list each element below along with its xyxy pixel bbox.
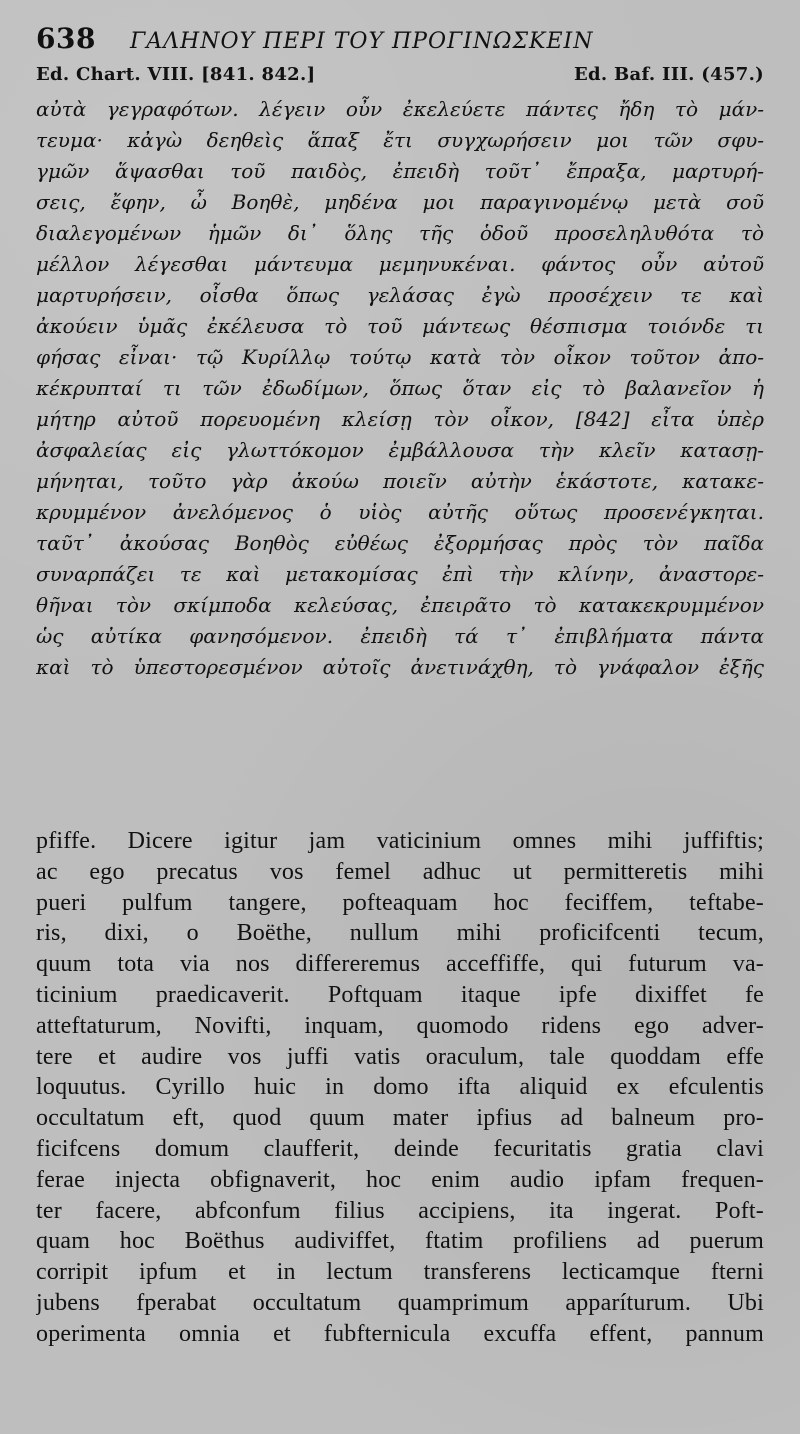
page-number: 638 [36, 22, 96, 55]
greek-text-block [36, 94, 764, 784]
latin-line: operimenta omnia et fubfternicula excuffa effent, pannum [36, 1320, 764, 1347]
greek-line: γμῶν ἅψασθαι τοῦ παιδὸς, ἐπειδὴ τοῦτ᾽ ἔπραξα, μαρτυρή- [36, 159, 764, 183]
greek-line: κρυμμένον ἀνελόμενος ὁ υἱὸς αὐτῆς οὕτως προσενέγκηται. [36, 500, 764, 524]
section-gap [36, 784, 764, 826]
greek-line: μήνηται, τοῦτο γὰρ ἀκούω ποιεῖν αὐτὴν ἑκάστοτε, κατακε- [36, 469, 764, 493]
greek-line: φήσας εἶναι· τῷ Κυρίλλῳ τούτῳ κατὰ τὸν οἶκον τοῦτον ἀπο- [36, 345, 764, 369]
latin-line: pueri pulfum tangere, pofteaquam hoc feciffem, teftabe- [36, 889, 764, 916]
greek-line: κέκρυπταί τι τῶν ἐδωδίμων, ὅπως ὅταν εἰς τὸ βαλανεῖον ἡ [36, 376, 764, 400]
greek-line: θῆναι τὸν σκίμποδα κελεύσας, ἐπειρᾶτο τὸ κατακεκρυμμένον [36, 593, 764, 617]
latin-line: quam hoc Boëthus audiviffet, ftatim profiliens ad puerum [36, 1228, 764, 1255]
latin-line: ter facere, abfconfum filius accipiens, ita ingerat. Poft- [36, 1197, 764, 1224]
basel-reference: Ed. Baf. III. (457.) [573, 64, 764, 85]
greek-line: μαρτυρήσειν, οἶσθα ὅπως γελάσας ἐγὼ προσέχειν τε καὶ [36, 283, 764, 307]
latin-text-block [36, 826, 764, 1350]
latin-line: tere et audire vos juffi vatis oraculum, tale quoddam effe [36, 1043, 764, 1070]
greek-line: μέλλον λέγεσθαι μάντευμα μεμηνυκέναι. φάντος οὖν αὐτοῦ [36, 252, 764, 276]
latin-line: ris, dixi, o Boëthe, nullum mihi proficifcenti tecum, [36, 920, 764, 947]
latin-line: ficifcens domum claufferit, deinde fecuritatis gratia clavi [36, 1135, 764, 1162]
greek-line: διαλεγομένων ἡμῶν δι᾽ ὅλης τῆς ὁδοῦ προσεληλυθότα τὸ [36, 221, 764, 245]
running-head [36, 22, 764, 62]
greek-line: μήτηρ αὐτοῦ πορευομένη κλείσῃ τὸν οἶκον, [842] εἶτα ὑπὲρ [36, 407, 764, 431]
latin-line: jubens fperabat occultatum quamprimum apparíturum. Ubi [36, 1289, 764, 1316]
greek-line: σεις, ἔφην, ὦ Βοηθὲ, μηδένα μοι παραγινομένῳ μετὰ σοῦ [36, 190, 764, 214]
latin-line: occultatum eft, quod quum mater ipfius ad balneum pro- [36, 1105, 764, 1132]
latin-line: ferae injecta obfignaverit, hoc enim audio ipfam frequen- [36, 1166, 764, 1193]
latin-line: ticinium praedicaverit. Poftquam itaque ipfe dixiffet fe [36, 981, 764, 1008]
greek-line: ἀκούειν ὑμᾶς ἐκέλευσα τὸ τοῦ μάντεως θέσπισμα τοιόνδε τι [36, 314, 764, 338]
latin-line: quum tota via nos differeremus acceffiffe, qui futurum va- [36, 951, 764, 978]
latin-line: pfiffe. Dicere igitur jam vaticinium omnes mihi juffiftis; [36, 828, 764, 854]
greek-line: ὡς αὐτίκα φανησόμενον. ἐπειδὴ τά τ᾽ ἐπιβλήματα πάντα [36, 624, 764, 648]
greek-line: καὶ τὸ ὑπεστορεσμένον αὐτοῖς ἀνετινάχθη, τὸ γνάφαλον ἐξῆς [36, 655, 764, 679]
greek-line: τευμα· κἀγὼ δεηθεὶς ἅπαξ ἔτι συγχωρήσειν μοι τῶν σφυ- [36, 128, 764, 152]
greek-title: ΓΑΛΗΝΟΥ ΠΕΡΙ ΤΟΥ ΠΡΟΓΙΝΩΣΚΕΙΝ [130, 29, 594, 54]
greek-line: ἀσφαλείας εἰς γλωττόκομον ἐμβάλλουσα τὴν κλεῖν κατασῃ- [36, 438, 764, 462]
greek-line: ταῦτ᾽ ἀκούσας Βοηθὸς εὐθέως ἐξορμήσας πρὸς τὸν παῖδα [36, 531, 764, 555]
edition-references [36, 64, 764, 92]
greek-line: αὐτὰ γεγραφότων. λέγειν οὖν ἐκελεύετε πάντες ἤδη τὸ μάν- [36, 97, 764, 121]
greek-line: συναρπάζει τε καὶ μετακομίσας ἐπὶ τὴν κλίνην, ἀναστορε- [36, 562, 764, 586]
latin-line: loquutus. Cyrillo huic in domo ifta aliquid ex efculentis [36, 1074, 764, 1101]
latin-line: ac ego precatus vos femel adhuc ut permitteretis mihi [36, 858, 764, 885]
chartier-reference: Ed. Chart. VIII. [841. 842.] [36, 64, 316, 85]
latin-line: atteftaturum, Novifti, inquam, quomodo ridens ego adver- [36, 1012, 764, 1039]
latin-line: corripit ipfum et in lectum transferens lecticamque fterni [36, 1259, 764, 1286]
